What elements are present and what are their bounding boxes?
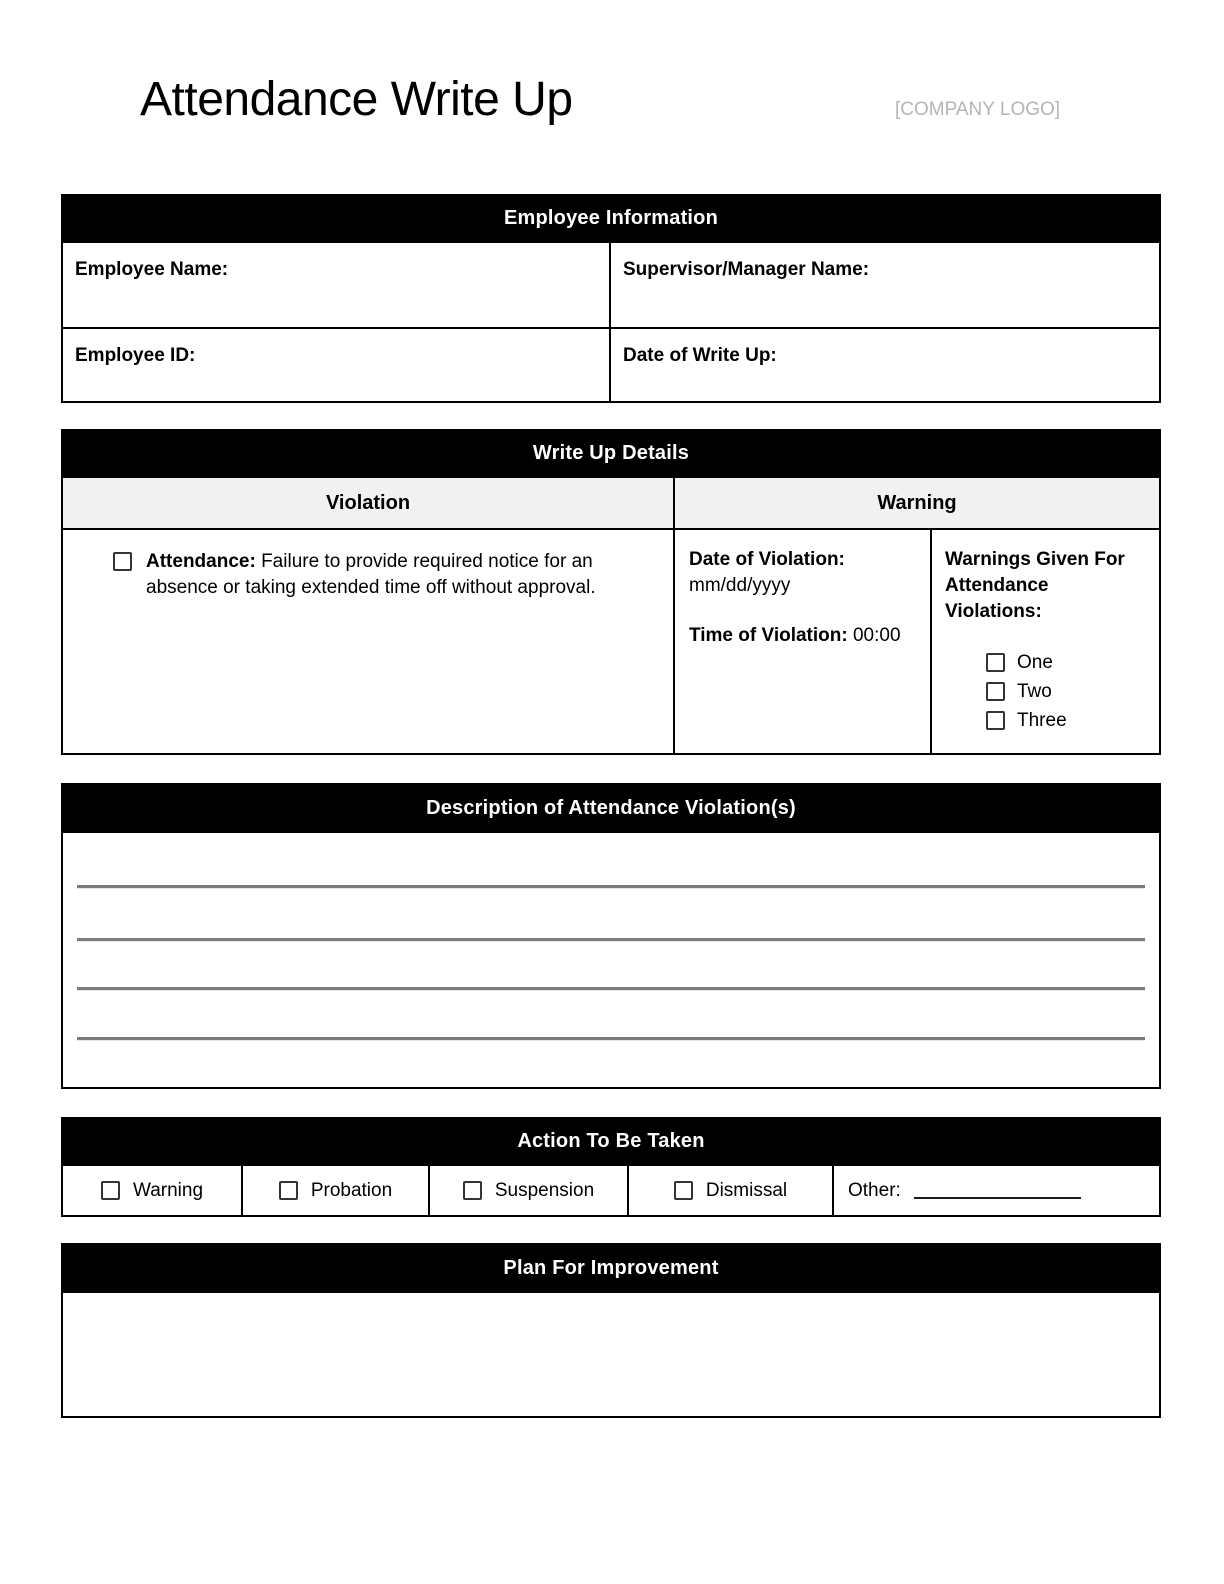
writing-line[interactable] <box>77 987 1145 991</box>
warnings-given-cell <box>932 530 1159 753</box>
action-dismissal-checkbox[interactable] <box>674 1181 693 1200</box>
writing-line[interactable] <box>77 938 1145 942</box>
write-up-details-body-row <box>63 528 1159 753</box>
employee-information-header: Employee Information <box>61 194 1161 243</box>
warnings-given-label: Warnings Given For Attendance Violations: <box>945 549 1125 622</box>
action-options-row <box>61 1166 1161 1217</box>
action-other-label: Other: <box>848 1179 901 1201</box>
action-suspension-label: Suspension <box>494 1179 595 1201</box>
spacer <box>689 599 916 623</box>
attendance-violation-label-bold: Attendance: <box>146 551 256 572</box>
warning-column-header: Warning <box>877 491 957 514</box>
warning-one-label: One <box>1017 651 1053 673</box>
description-header: Description of Attendance Violation(s) <box>61 783 1161 833</box>
supervisor-name-label: Supervisor/Manager Name: <box>623 259 870 280</box>
warning-one-checkbox[interactable] <box>986 653 1005 672</box>
warning-two-checkbox[interactable] <box>986 682 1005 701</box>
write-up-details-subheader-row <box>63 478 1159 528</box>
write-up-details-header: Write Up Details <box>61 429 1161 478</box>
employee-id-label: Employee ID: <box>75 345 196 366</box>
time-of-violation-value[interactable]: 00:00 <box>852 625 901 646</box>
warning-three-label: Three <box>1017 709 1067 731</box>
description-writing-area[interactable] <box>61 833 1161 1089</box>
action-section <box>61 1117 1161 1217</box>
warning-two-label: Two <box>1017 680 1052 702</box>
time-of-violation-row <box>689 623 916 649</box>
plan-header: Plan For Improvement <box>61 1243 1161 1293</box>
employee-name-label: Employee Name: <box>75 259 229 280</box>
write-up-details-section <box>61 429 1161 755</box>
description-section <box>61 783 1161 1089</box>
employee-id-field[interactable] <box>63 329 611 401</box>
action-suspension-checkbox[interactable] <box>463 1181 482 1200</box>
violation-date-time-cell <box>675 530 932 753</box>
employee-information-section <box>61 194 1161 403</box>
action-warning-checkbox[interactable] <box>101 1181 120 1200</box>
violation-column-header: Violation <box>63 478 675 528</box>
date-of-write-up-field[interactable] <box>611 329 1159 401</box>
writing-line[interactable] <box>77 1037 1145 1041</box>
plan-section <box>61 1243 1161 1418</box>
company-logo-placeholder: [COMPANY LOGO] <box>895 99 1061 120</box>
plan-writing-area[interactable] <box>61 1293 1161 1418</box>
warning-count-option-one <box>986 648 1146 677</box>
warning-count-option-two <box>986 677 1146 706</box>
action-header: Action To Be Taken <box>61 1117 1161 1166</box>
writing-line[interactable] <box>77 885 1145 889</box>
employee-name-field[interactable] <box>63 243 611 329</box>
page-title: Attendance Write Up <box>140 73 573 126</box>
action-warning-label: Warning <box>132 1179 204 1201</box>
attendance-violation-checkbox[interactable] <box>113 552 132 571</box>
warning-count-option-three <box>986 706 1146 735</box>
violation-cell <box>63 530 675 753</box>
action-other-fill-line[interactable] <box>914 1183 1081 1199</box>
warning-three-checkbox[interactable] <box>986 711 1005 730</box>
date-of-write-up-label: Date of Write Up: <box>623 345 777 366</box>
action-option-warning <box>63 1166 243 1215</box>
action-option-dismissal <box>629 1166 834 1215</box>
date-of-violation-label: Date of Violation: <box>689 549 845 570</box>
action-option-suspension <box>430 1166 629 1215</box>
supervisor-name-field[interactable] <box>611 243 1159 329</box>
write-up-details-table <box>61 478 1161 755</box>
action-option-other <box>834 1166 1159 1215</box>
warnings-given-options <box>986 648 1146 735</box>
action-probation-checkbox[interactable] <box>279 1181 298 1200</box>
attendance-violation-label-rest: Failure to provide required notice for an absence or taking extended time off without approval. <box>146 551 596 598</box>
employee-information-table <box>61 243 1161 403</box>
date-of-violation-value[interactable]: mm/dd/yyyy <box>689 575 791 596</box>
action-dismissal-label: Dismissal <box>705 1179 788 1201</box>
action-probation-label: Probation <box>310 1179 393 1201</box>
action-option-probation <box>243 1166 430 1215</box>
attendance-violation-text <box>146 549 649 601</box>
time-of-violation-label: Time of Violation: <box>689 625 848 646</box>
